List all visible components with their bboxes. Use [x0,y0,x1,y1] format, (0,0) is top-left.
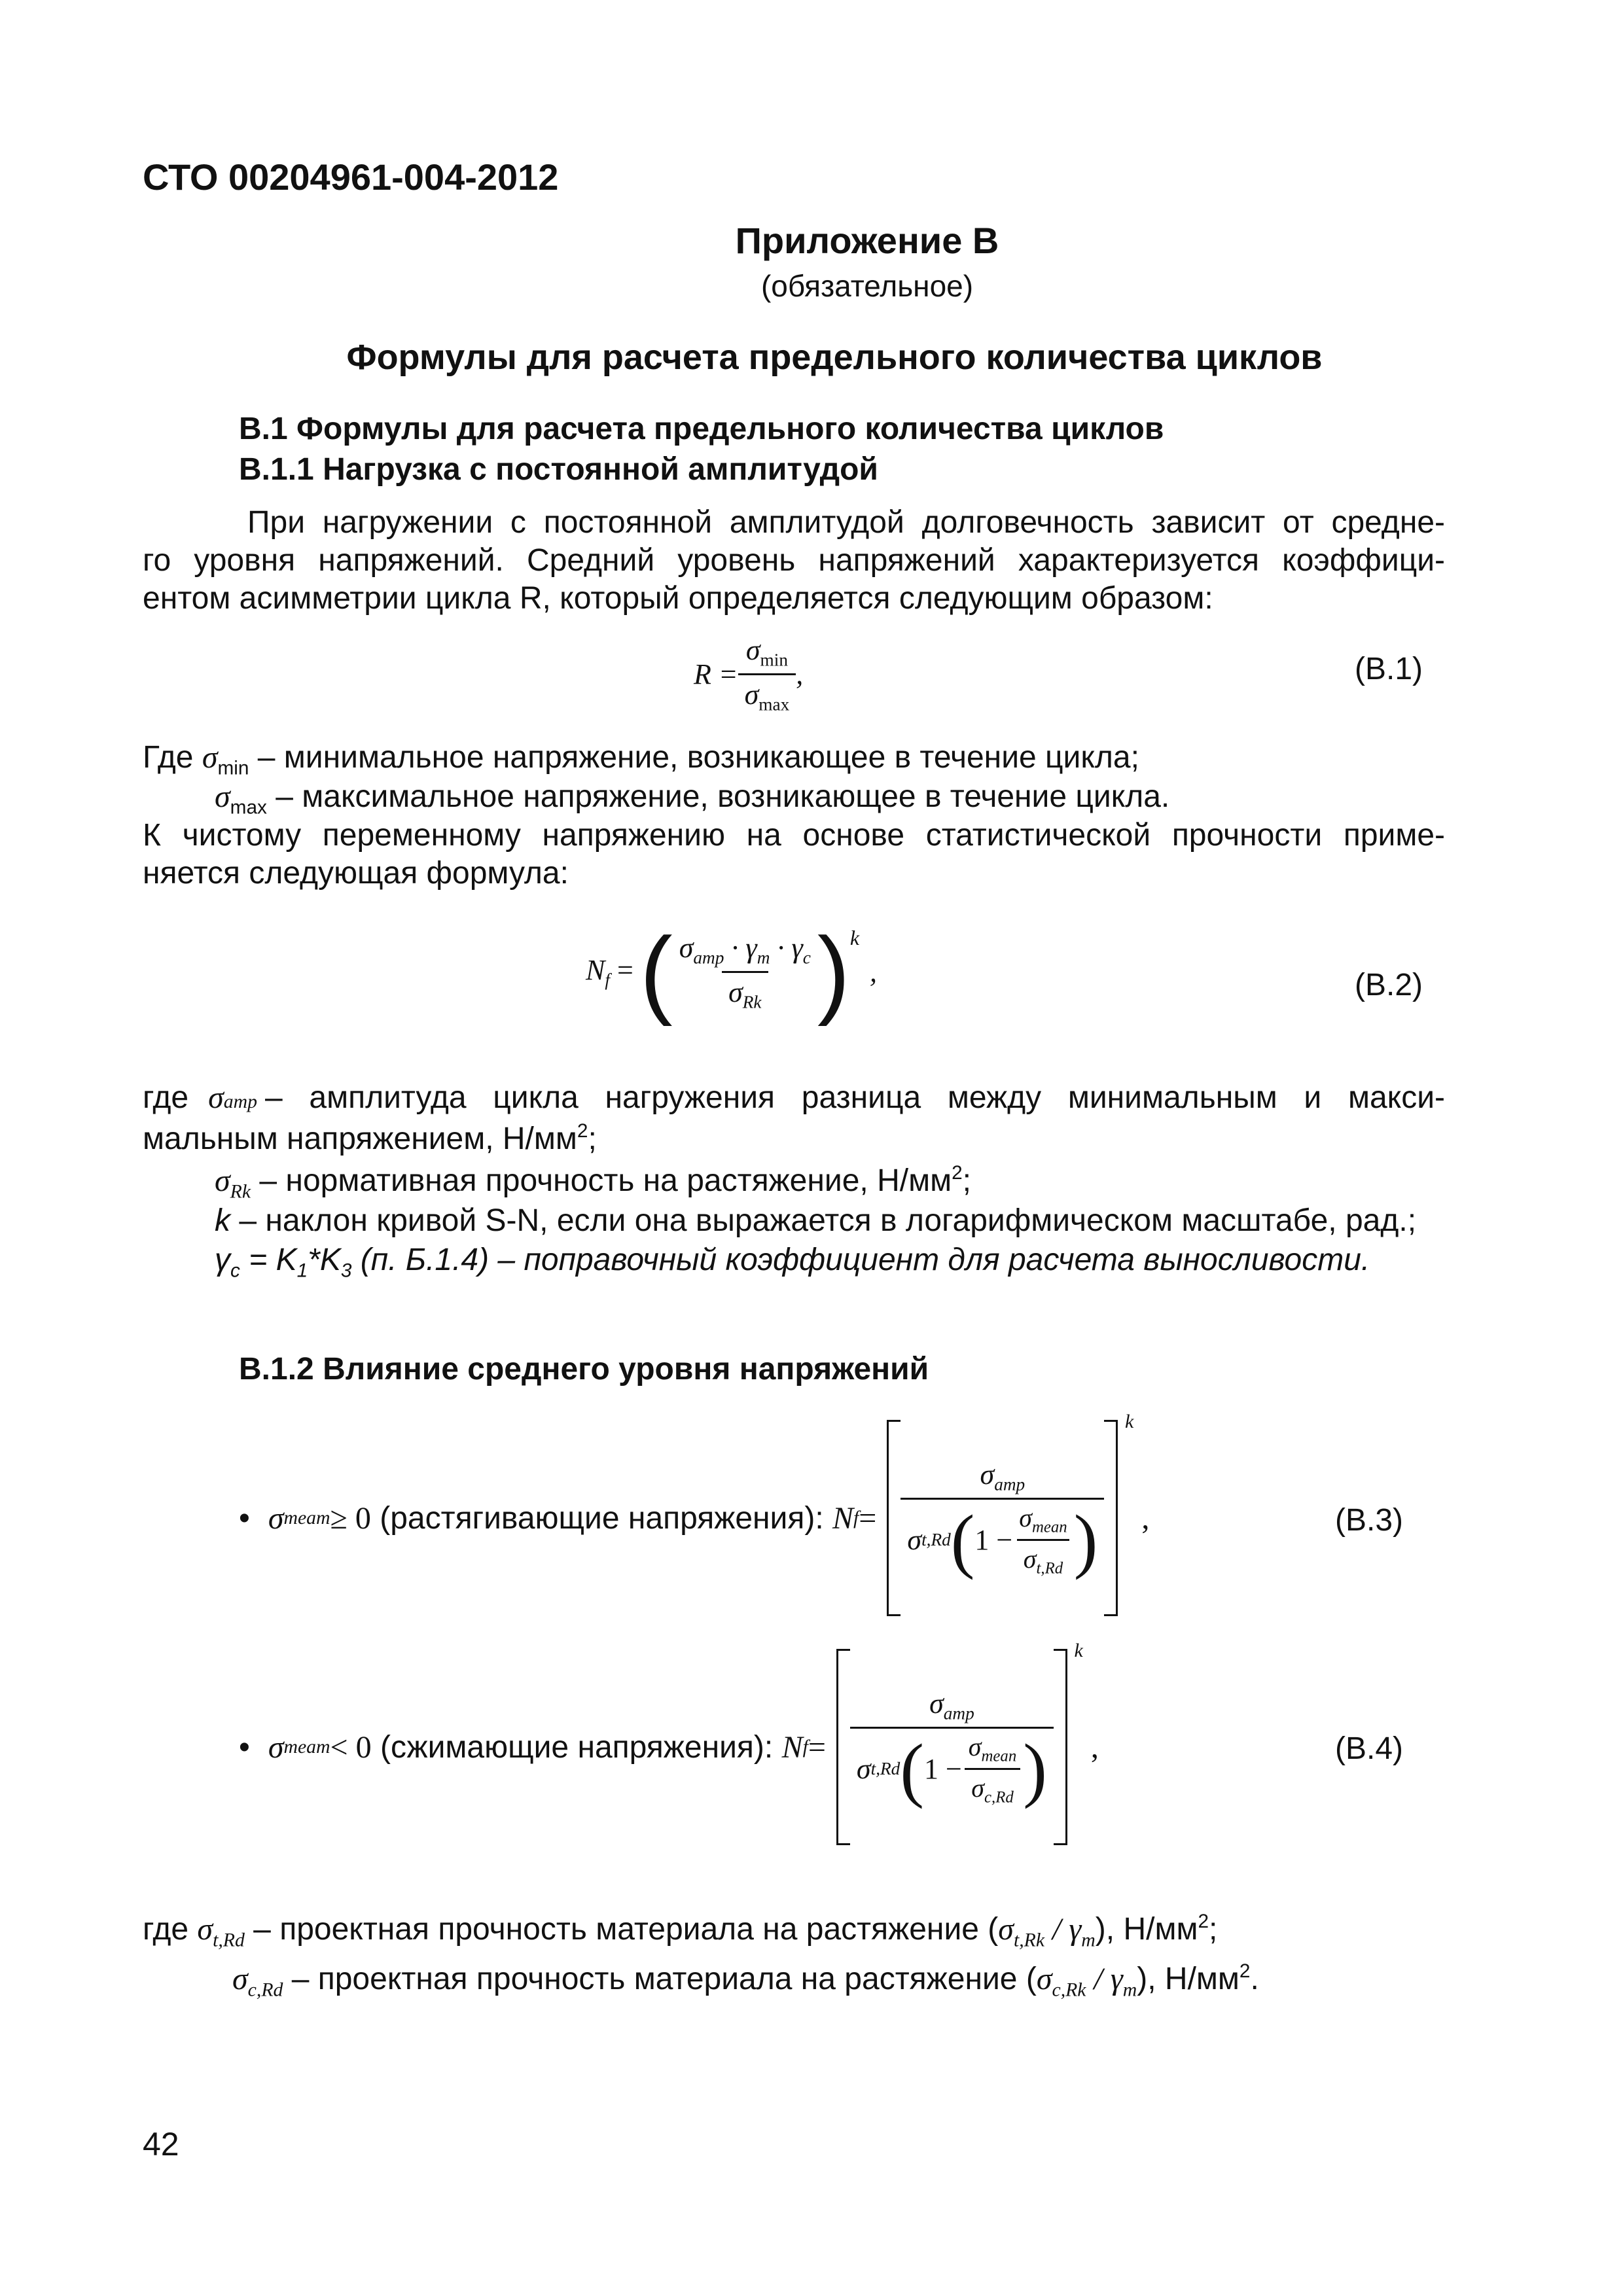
definition-text: *K [308,1243,341,1277]
definition-sigma-amp [143,1080,1445,1116]
equation-b3 [239,1411,1150,1616]
section-heading-b12: В.1.2 Влияние среднего уровня напряжений [239,1352,929,1386]
appendix-subtitle: (обязательное) [760,269,974,303]
subscript: amp [223,1091,257,1112]
subscript: meam [283,1507,330,1528]
bracket-group [887,1411,1134,1616]
definition-text: мальным напряжением, Н/мм [143,1121,577,1156]
right-bracket [1054,1649,1067,1845]
subscript: c,Rk [1052,1979,1086,2001]
right-paren: ) [817,917,850,1027]
subscript: max [758,694,790,715]
eq-b3-numerator [974,1458,1032,1498]
subscript: amp [943,1703,974,1723]
sigma-symbol: σ [232,1961,248,1996]
definition-text: – амплитуда цикла нагружения разница между минимальным и макси- [264,1080,1445,1115]
equals: = [859,1500,877,1536]
n-symbol: N [781,1729,803,1765]
sigma-symbol: σ [856,1753,871,1786]
equals: = [609,953,633,986]
subscript: 3 [340,1260,352,1282]
document-number: СТО 00204961-004-2012 [143,156,559,198]
paragraph-line: К чистому переменному напряжению на основе статистической прочности приме- [143,818,1445,853]
eq-b4-numerator [923,1687,981,1727]
definition-sigma-min [143,739,1139,779]
subscript: m [1081,1929,1096,1951]
condition-text: (растягивающие напряжения): [370,1500,833,1536]
eq-b1-fraction [738,633,796,715]
equation-label-b2: (В.2) [1355,968,1423,1002]
definition-text: – наклон кривой S-N, если она выражается в логарифмическом масштабе, рад.; [230,1203,1417,1238]
subscript: min [217,757,249,779]
sigma-symbol: σ [980,1458,995,1491]
eq-b3-fraction [901,1458,1104,1578]
equation-b4 [239,1640,1099,1845]
paragraph-b11 [143,504,1445,618]
subscript: t,Rd [213,1929,245,1951]
paragraph-line: го уровня напряжений. Средний уровень напряжений характеризуется коэффици- [143,543,1445,578]
sigma-symbol: σ [971,1773,984,1803]
right-paren: ) [1023,1729,1047,1809]
condition-text: (сжимающие напряжения): [371,1729,782,1765]
eq-b4-fraction [850,1687,1054,1807]
eq-b4-inner-fraction [962,1731,1023,1807]
where-prefix: Где [143,740,202,775]
definition-k [215,1203,1416,1239]
superscript: 2 [1198,1911,1209,1932]
paragraph-line: При нагружении с постоянной амплитудой долговечность зависит от средне- [247,505,1445,540]
sigma-symbol: σ [1036,1961,1052,1996]
inner-numerator [1012,1502,1073,1540]
subscript: f [802,1736,808,1757]
subscript: m [1122,1979,1137,2001]
subscript: 1 [296,1260,308,1282]
subscript: t,Rd [921,1530,951,1550]
eq-b4-trail: , [1090,1729,1099,1765]
subscript: c,Rd [247,1979,283,2001]
definition-text: – минимальное напряжение, возникающее в течение цикла; [249,740,1139,775]
exponent: k [1125,1411,1134,1432]
where-prefix: где [143,1080,189,1115]
eq-b2-fraction [673,931,817,1012]
punct: ; [588,1121,597,1156]
gamma-symbol: γ [215,1243,230,1277]
definition-sigma-rk [215,1162,971,1203]
bullet: • [239,1500,250,1536]
n-symbol: N [586,953,605,986]
inner-denominator [1017,1539,1069,1578]
eq-b1-trail: , [796,658,804,690]
one-minus: 1 − [923,1753,962,1786]
gamma-symbol: · γ [724,931,757,964]
equation-label-b3: (В.3) [1335,1503,1404,1538]
sigma-symbol: σ [202,740,218,775]
subscript: c,Rd [984,1788,1014,1807]
subscript: m [757,947,770,968]
eq-b2-numerator [673,931,817,971]
right-bracket [1104,1420,1118,1616]
definition-sigma-c-rd [232,1960,1259,2001]
sigma-symbol: σ [208,1080,224,1115]
section-heading-b11: В.1.1 Нагрузка с постоянной амплитудой [239,452,878,487]
subscript: t,Rd [870,1759,901,1779]
definition-text: ), Н/мм [1137,1961,1240,1996]
superscript: 2 [577,1120,588,1142]
subscript: mean [1031,1518,1067,1536]
equals: = [808,1729,826,1765]
left-paren: ( [900,1729,924,1809]
definition-gamma-c [215,1242,1370,1282]
sigma-symbol: σ [929,1687,944,1720]
definition-text: – нормативная прочность на растяжение, Н/мм [251,1163,952,1198]
superscript: 2 [952,1162,963,1184]
exponent: k [849,926,860,949]
inner-denominator [965,1768,1020,1807]
sigma-symbol: σ [968,1731,982,1761]
relation: ≥ 0 [330,1500,371,1536]
sigma-symbol: σ [1019,1502,1032,1532]
subscript: mean [981,1747,1017,1765]
gamma-symbol: · γ [770,931,803,964]
where-prefix: где [143,1911,198,1947]
sigma-symbol: σ [679,931,694,964]
appendix-title: Приложение В [735,220,999,261]
equation-label-b4: (В.4) [1335,1731,1404,1766]
sigma-symbol: σ [998,1911,1014,1947]
paragraph-line: ентом асимметрии цикла R, который определяется следующим образом: [143,581,1213,616]
page-number: 42 [143,2126,179,2163]
eq-b3-denominator [901,1498,1104,1578]
subscript: max [230,796,267,819]
punct: . [1250,1961,1259,1996]
subscript: t,Rk [1013,1929,1045,1951]
sigma-symbol: σ [215,779,230,814]
equation-b1 [694,633,803,715]
main-title: Формулы для расчета предельного количества циклов [346,338,1323,377]
sigma-symbol: σ [1023,1544,1037,1574]
left-bracket [836,1649,850,1845]
right-paren: ) [1073,1500,1098,1580]
one-minus: 1 − [974,1524,1013,1557]
eq-b2-denominator [722,971,768,1013]
sigma-symbol: σ [268,1729,284,1765]
eq-b3-inner-fraction [1012,1502,1073,1578]
definition-text: (п. Б.1.4) – поправочный коэффициент для расчета выносливости. [351,1243,1370,1277]
definition-text: – проектная прочность материала на растяжение ( [244,1911,999,1947]
inner-numerator [962,1731,1023,1769]
equation-label-b1: (В.1) [1355,652,1423,686]
paragraph-line: няется следующая формула: [143,856,569,891]
eq-b2-lhs [586,953,633,991]
sigma-symbol: σ [728,976,743,1008]
n-symbol: N [832,1500,854,1536]
left-paren: ( [639,917,673,1027]
exponent: k [1074,1640,1083,1661]
eq-b1-numerator [740,633,794,673]
bracket-group [836,1640,1083,1845]
definition-sigma-max [215,779,1169,819]
k-symbol: k [215,1203,230,1238]
gamma-symbol: / γ [1044,1911,1082,1947]
sigma-symbol: σ [745,634,760,666]
punct: ; [962,1163,971,1198]
definition-text: – максимальное напряжение, возникающее в течение цикла. [266,779,1170,814]
eq-b1-denominator [738,673,796,715]
sigma-symbol: σ [215,1163,230,1198]
paragraph-b2-intro [143,817,1445,892]
sigma-symbol: σ [907,1524,922,1557]
eq-b4-denominator [850,1727,1054,1807]
subscript: f [605,970,610,990]
subscript: amp [994,1474,1026,1494]
subscript: meam [283,1736,330,1757]
sigma-symbol: σ [744,678,759,711]
relation: < 0 [330,1729,372,1765]
gamma-symbol: / γ [1086,1961,1123,1996]
bullet: • [239,1729,250,1765]
equation-b2 [586,917,878,1027]
definition-sigma-t-rd [143,1911,1217,1951]
subscript: c [230,1260,240,1282]
subscript: min [760,650,788,670]
definition-text: = K [240,1243,297,1277]
punct: ; [1208,1911,1218,1947]
definition-text: ), Н/мм [1095,1911,1198,1947]
superscript: 2 [1239,1960,1251,1982]
left-paren: ( [950,1500,975,1580]
subscript: c [802,947,811,968]
sigma-symbol: σ [197,1911,213,1947]
subscript: t,Rd [1036,1559,1063,1578]
subscript: f [853,1507,859,1528]
eq-b2-trail: , [870,955,878,988]
subscript: Rk [230,1180,251,1203]
definition-sigma-amp-cont [143,1120,597,1157]
subscript: Rk [742,992,762,1012]
eq-b3-trail: , [1141,1500,1150,1536]
definition-text: – проектная прочность материала на растяжение ( [283,1961,1037,1996]
section-heading-b1: В.1 Формулы для расчета предельного количества циклов [239,412,1164,446]
eq-b1-lhs: R = [694,658,738,690]
subscript: amp [693,947,724,968]
sigma-symbol: σ [268,1500,284,1536]
left-bracket [887,1420,901,1616]
